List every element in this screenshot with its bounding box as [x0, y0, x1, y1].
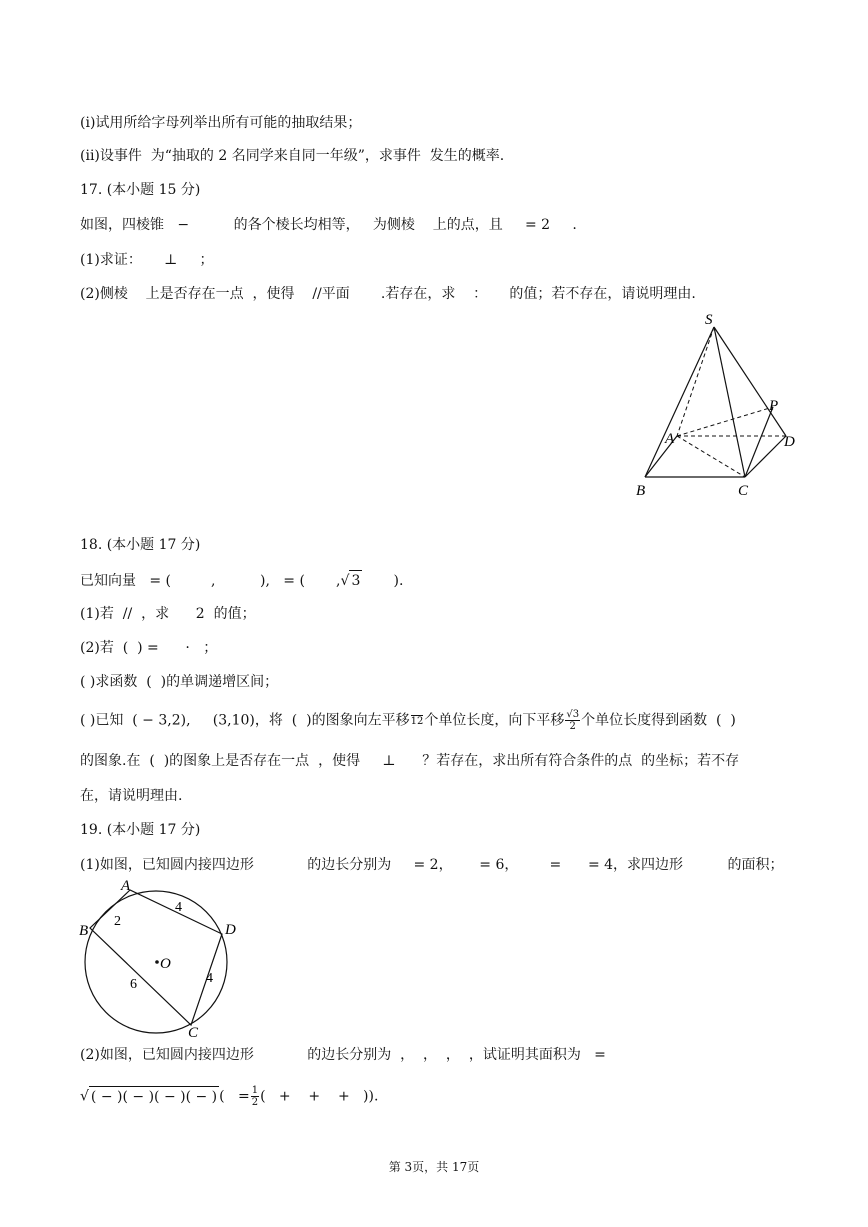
question-17-part-1: (1)求证： ⊥ ； [80, 252, 214, 268]
question-17-heading: 17. (本小题 15 分) [80, 182, 201, 198]
fraction-half [251, 1085, 259, 1108]
question-16-part-i: (i)试用所给字母列举出所有可能的抽取结果； [80, 115, 362, 131]
fraction-numerator: 1 [251, 1085, 259, 1096]
side-label-BC: 6 [130, 977, 137, 992]
question-18-part-2-ii-cont: 的图象.在 ( )的图象上是否存在一点 ，使得 ⊥ ？若存在，求出所有符合条件的点 的坐标；若不存 [80, 753, 740, 769]
vertex-label-C: C [738, 483, 749, 499]
vertex-label-P: P [769, 398, 779, 414]
vertex-label-B: B [636, 483, 646, 499]
vertex-label-A: A [665, 431, 675, 447]
stem-text-a: 已知向量 = ( , ), = ( , [80, 573, 341, 589]
fraction-numerator: √3 [566, 709, 580, 720]
question-19-part-1: (1)如图，已知圆内接四边形 的边长分别为 = 2， = 6， = = 4，求四边形 的面积； [80, 857, 784, 873]
fraction-shift-left [411, 715, 424, 727]
vertex-label-B: B [79, 923, 89, 939]
sqrt-sign: √ [80, 1088, 89, 1105]
area-formula [80, 1085, 378, 1108]
sqrt-sign: √ [340, 573, 350, 589]
side-label-AB: 2 [114, 914, 121, 929]
vertex-label-D: D [225, 922, 236, 938]
page-footer: 第 3页，共 17页 [388, 1160, 480, 1174]
question-17-part-2: (2)侧棱 上是否存在一点 ，使得 //平面 .若存在，求 ： 的值；若不存在，请说明理由. [80, 286, 696, 302]
sqrt-radicand: 3 [349, 570, 362, 591]
fraction-denominator: 2 [569, 721, 576, 732]
question-16-part-ii: (ii)设事件 为“抽取的 2 名同学来自同一年级”，求事件 发生的概率. [80, 148, 505, 164]
text-c: 个单位长度得到函数 ( ) [581, 712, 736, 729]
text-a: ( )已知 ( − 3,2), (3,10)，将 ( )的图象向左平移 [80, 712, 410, 729]
vertex-label-D: D [784, 434, 795, 450]
formula-text-c: ( + + + )). [260, 1088, 379, 1105]
vertex-label-C: C [188, 1025, 199, 1038]
question-18-part-2: (2)若 ( ) = · ； [80, 640, 218, 656]
question-18-part-2-i: ( )求函数 ( )的单调递增区间； [80, 674, 279, 690]
side-label-CD: 4 [206, 971, 213, 986]
question-17-stem: 如图，四棱锥 − 的各个棱长均相等， 为侧棱 上的点，且 = 2 . [80, 217, 577, 233]
text-b: 个单位长度，向下平移 [424, 712, 565, 729]
question-19-part-2: (2)如图，已知圆内接四边形 的边长分别为 ， ， ， ，试证明其面积为 = [80, 1047, 606, 1063]
vertex-label-A: A [121, 878, 131, 894]
formula-text-b: ( = [219, 1088, 250, 1105]
side-label-AD: 4 [175, 900, 182, 915]
question-18-part-2-ii [80, 709, 736, 732]
fraction-denominator: 2 [251, 1097, 259, 1108]
pyramid-figure [630, 310, 810, 500]
question-18-part-1: (1)若 // ，求 2 的值； [80, 606, 256, 622]
center-label-O: O [160, 956, 171, 972]
question-19-heading: 19. (本小题 17 分) [80, 822, 201, 838]
circle-quadrilateral-figure [75, 878, 245, 1038]
vertex-label-S: S [705, 312, 713, 328]
stem-text-b: ). [362, 573, 404, 589]
question-18-stem [80, 570, 403, 591]
question-18-heading: 18. (本小题 17 分) [80, 537, 201, 553]
fraction-denominator: 12 [410, 715, 424, 727]
question-18-part-2-ii-end: 在，请说明理由. [80, 788, 183, 804]
fraction-shift-down [565, 709, 580, 732]
sqrt-radicand: ( − )( − )( − )( − ) [89, 1086, 219, 1107]
